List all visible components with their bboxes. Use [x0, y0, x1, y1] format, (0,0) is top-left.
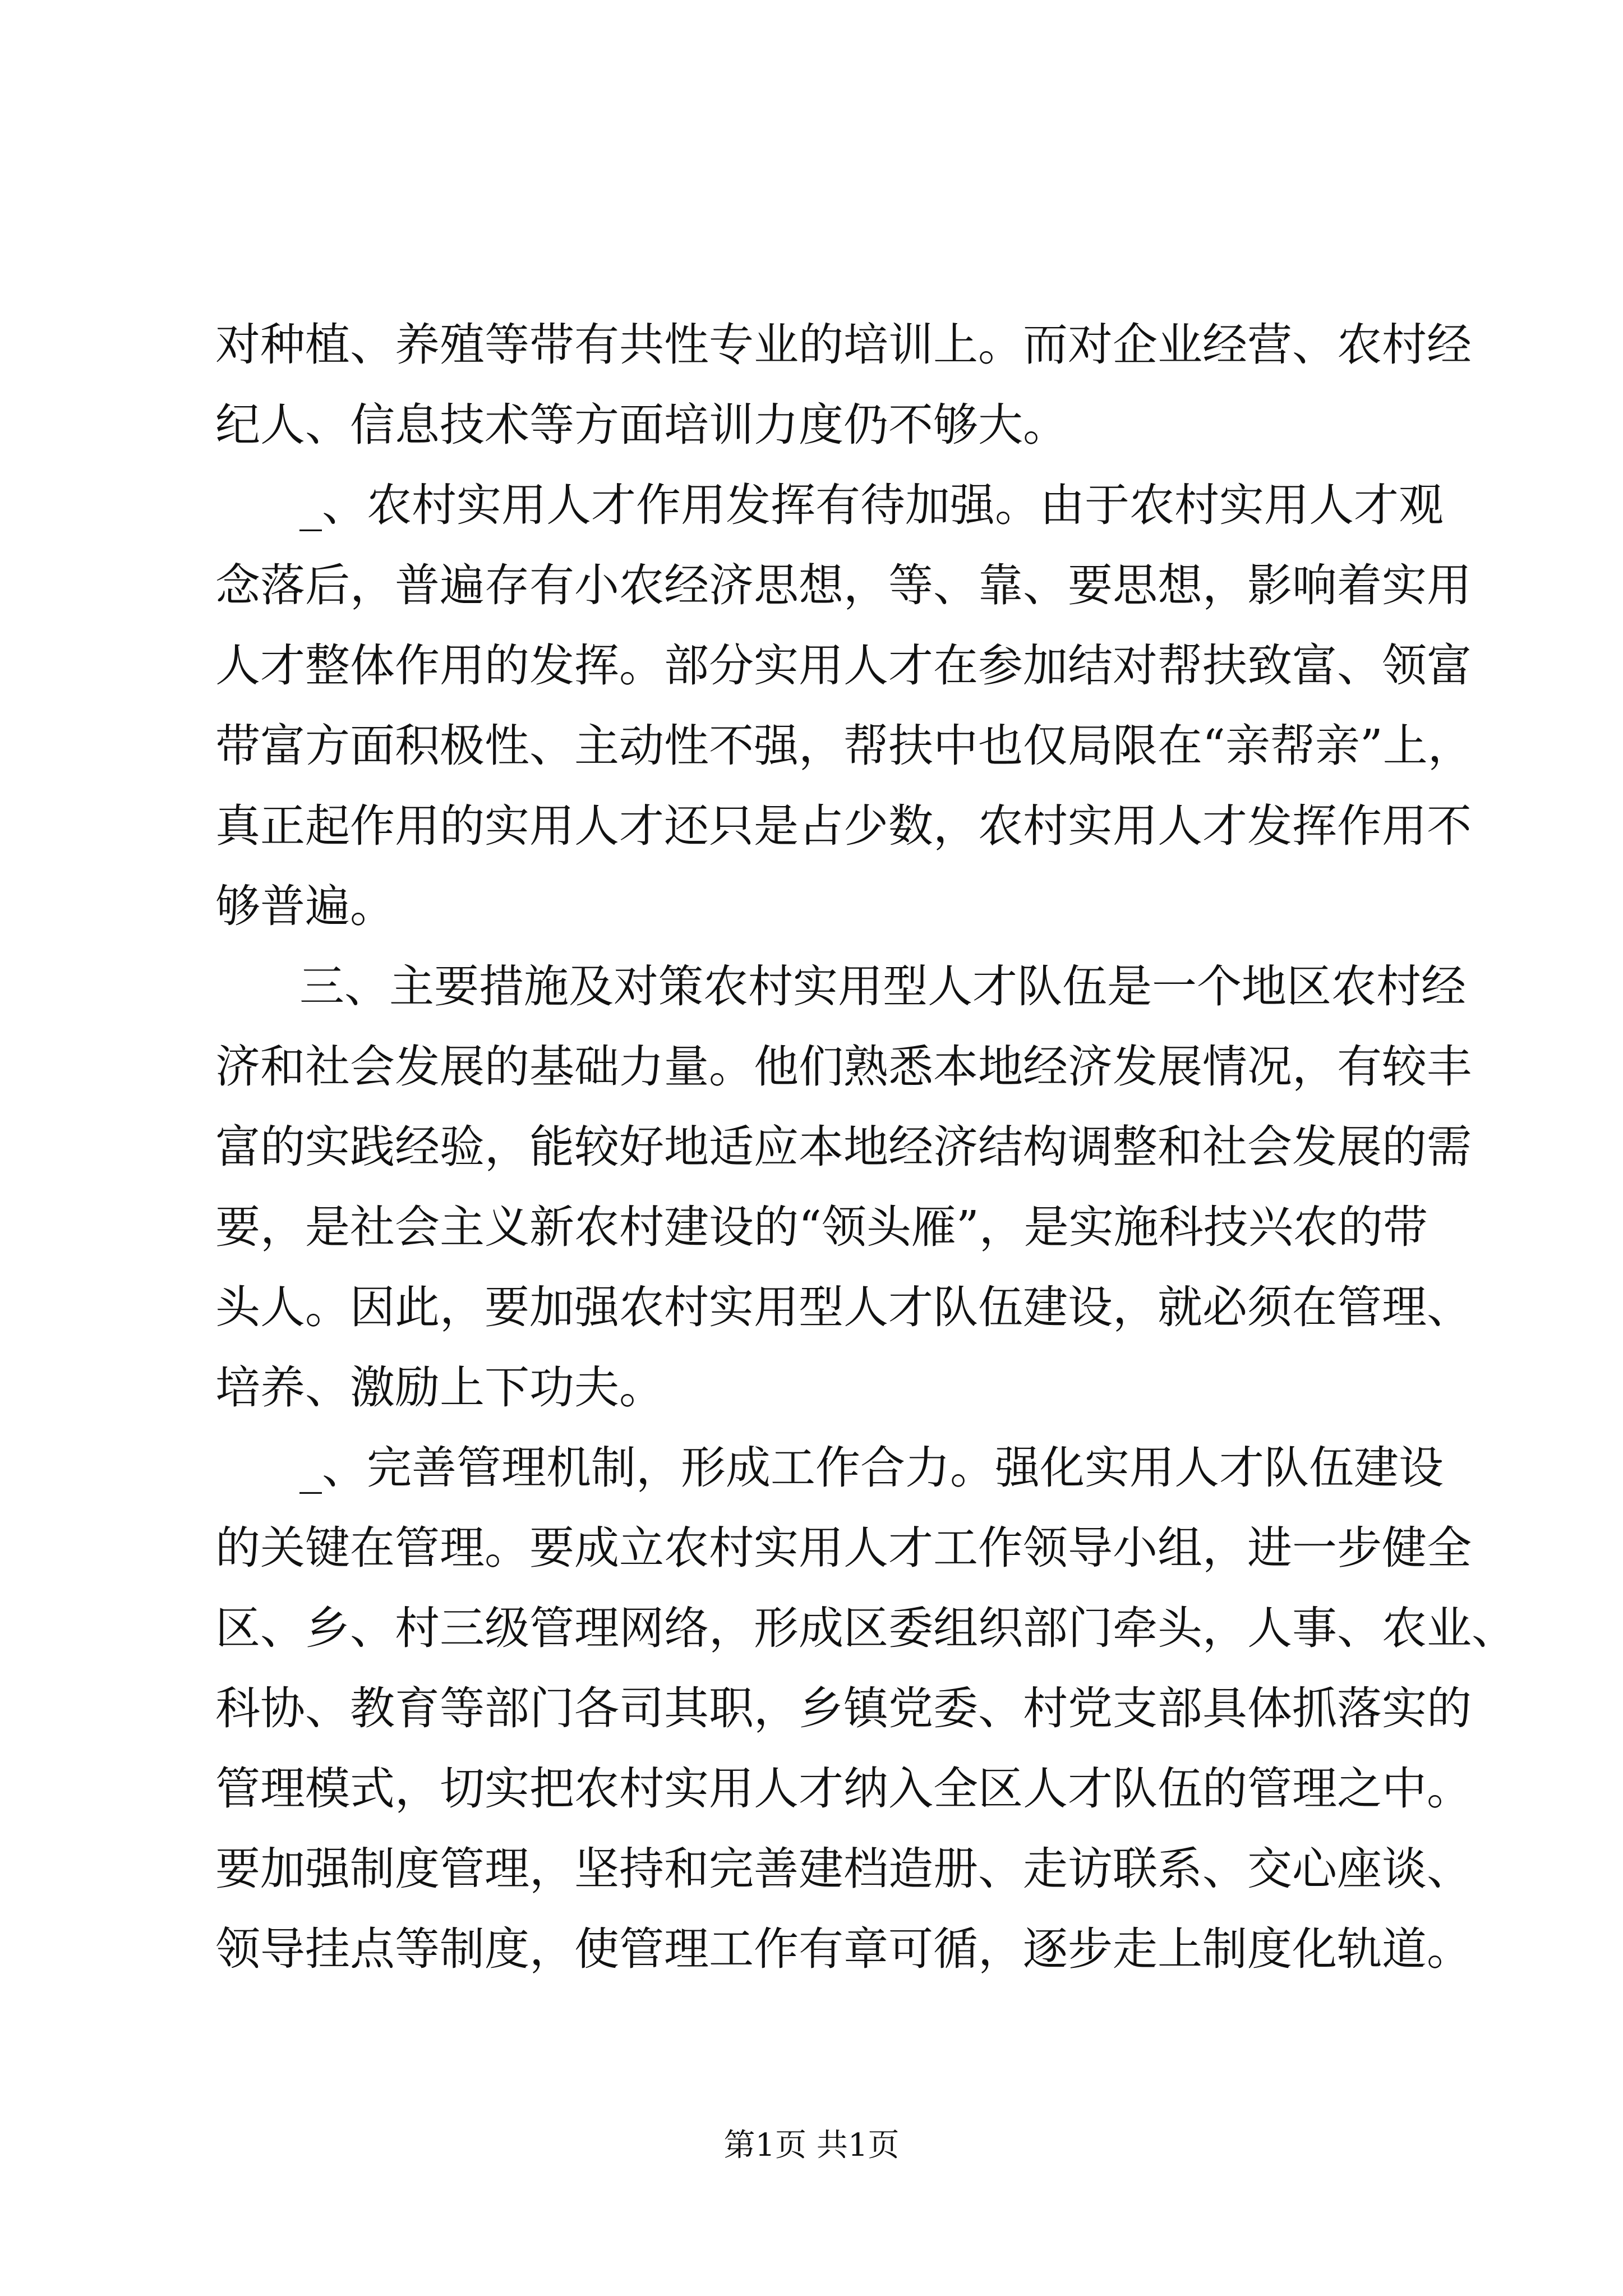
text-line: 培养、激励上下功夫。: [215, 1361, 664, 1414]
paragraph-start-line: _、完善管理机制，形成工作合力。强化实用人才队伍建设: [299, 1442, 1444, 1494]
text-line: 区、乡、村三级管理网络，形成区委组织部门牵头，人事、农业、: [215, 1602, 1516, 1654]
text-line: 够普遍。: [215, 880, 395, 932]
text-line: 富的实践经验，能较好地适应本地经济结构调整和社会发展的需: [215, 1121, 1472, 1173]
text-line: 念落后，普遍存有小农经济思想，等、靠、要思想，影响着实用: [215, 559, 1472, 611]
text-line: 真正起作用的实用人才还只是占少数，农村实用人才发挥作用不: [215, 800, 1472, 852]
text-line: 对种植、养殖等带有共性专业的培训上。而对企业经营、农村经: [215, 319, 1472, 371]
text-line: 头人。因此，要加强农村实用型人才队伍建设，就必须在管理、: [215, 1281, 1472, 1333]
paragraph-start-line: _、农村实用人才作用发挥有待加强。由于农村实用人才观: [299, 479, 1444, 531]
text-line: 带富方面积极性、主动性不强，帮扶中也仅局限在“亲帮亲”上，: [215, 720, 1473, 772]
text-line: 人才整体作用的发挥。部分实用人才在参加结对帮扶致富、领富: [215, 639, 1472, 692]
text-line: 要加强制度管理，坚持和完善建档造册、走访联系、交心座谈、: [215, 1843, 1472, 1895]
text-line: 科协、教育等部门各司其职，乡镇党委、村党支部具体抓落实的: [215, 1682, 1472, 1734]
text-line: 管理模式，切实把农村实用人才纳入全区人才队伍的管理之中。: [215, 1763, 1472, 1815]
page-footer: 第1页 共1页: [723, 2127, 900, 2164]
text-line: 领导挂点等制度，使管理工作有章可循，逐步走上制度化轨道。: [215, 1923, 1472, 1975]
text-line: 济和社会发展的基础力量。他们熟悉本地经济发展情况，有较丰: [215, 1041, 1472, 1093]
text-line: 纪人、信息技术等方面培训力度仍不够大。: [215, 399, 1068, 451]
text-line: 要，是社会主义新农村建设的“领头雁”，是实施科技兴农的带: [215, 1201, 1428, 1253]
text-line: 的关键在管理。要成立农村实用人才工作领导小组，进一步健全: [215, 1522, 1472, 1574]
paragraph-start-line: 三、主要措施及对策农村实用型人才队伍是一个地区农村经: [299, 960, 1466, 1013]
